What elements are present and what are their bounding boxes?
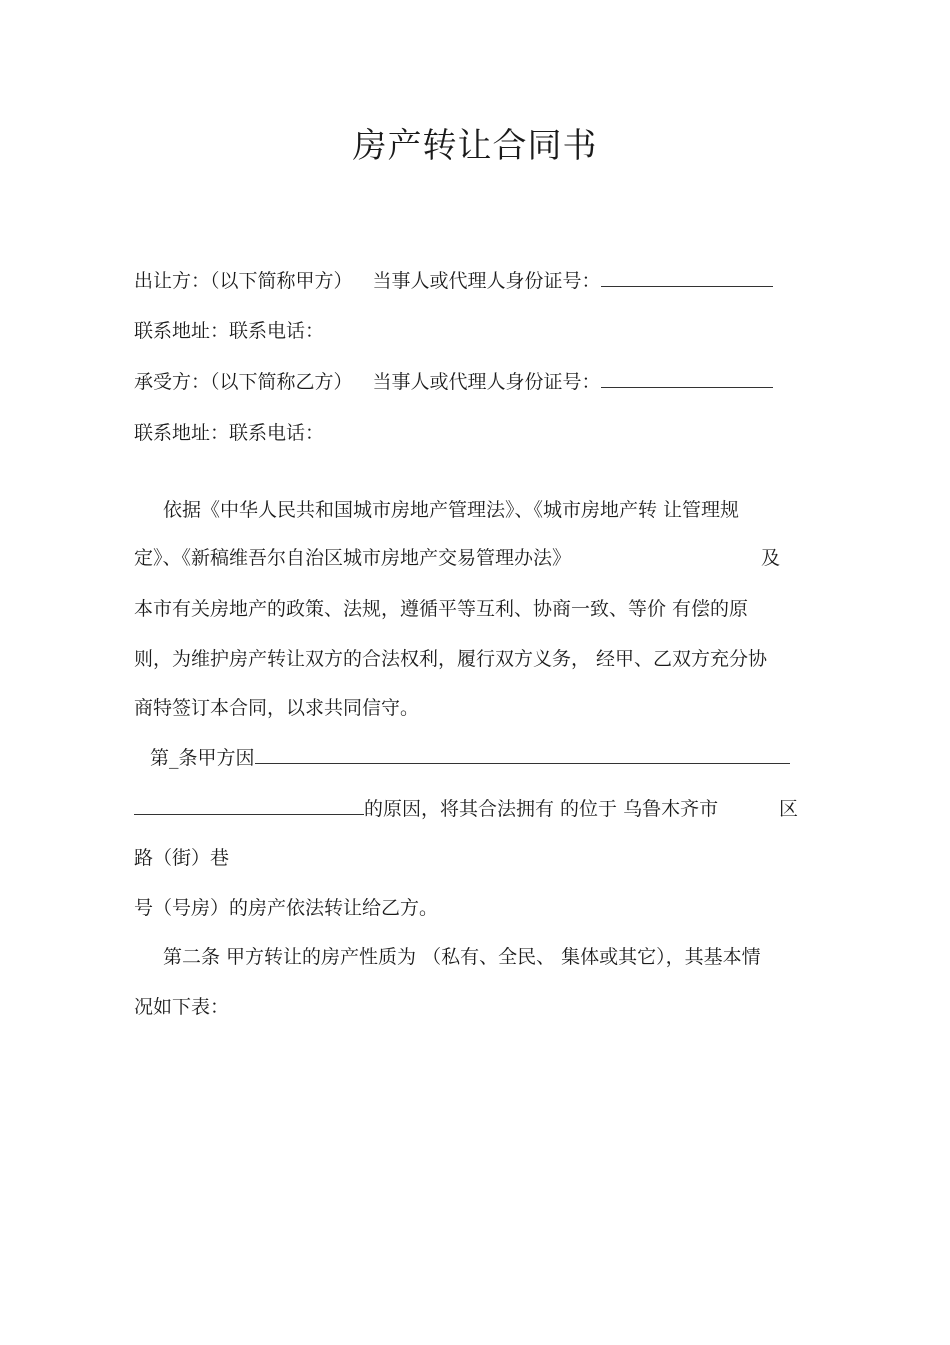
article2-line-2: 况如下表： — [134, 996, 230, 1018]
buyer-id-label: 当事人或代理人身份证号： — [372, 371, 601, 393]
preamble-line-5: 商特签订本合同，以求共同信守。 — [134, 697, 420, 719]
article1-line-4: 号（号房）的房产依法转让给乙方。 — [134, 897, 439, 919]
buyer-label: 承受方：（以下简称乙方） — [134, 371, 353, 393]
article2-line-1: 第二条 甲方转让的房产性质为 （私有、全民、 集体或其它），其基本情 — [163, 946, 761, 968]
article1-reason-blank — [255, 745, 790, 764]
preamble-line-1: 依据《中华人民共和国城市房地产管理法》、《城市房地产转 让管理规 — [163, 499, 740, 521]
seller-label: 出让方：（以下简称甲方） — [134, 270, 353, 292]
seller-contact: 联系地址：联系电话： — [134, 320, 325, 342]
article1-line-2 — [134, 796, 718, 822]
buyer-line — [134, 369, 773, 395]
buyer-contact: 联系地址：联系电话： — [134, 422, 325, 444]
seller-id-blank — [601, 268, 773, 287]
article1-line-1 — [150, 745, 790, 771]
seller-line — [134, 268, 773, 294]
preamble-line-4: 则，为维护房产转让双方的合法权利，履行双方义务， 经甲、乙双方充分协 — [134, 648, 768, 670]
article1-line-3: 路（街）巷 — [134, 847, 230, 869]
preamble-line-2: 定》、《新稿维吾尔自治区城市房地产交易管理办法》 — [134, 547, 572, 569]
article1-district: 区 — [779, 798, 799, 820]
article1-location: 的原因，将其合法拥有 的位于 乌鲁木齐市 — [364, 798, 719, 820]
document-title: 房产转让合同书 — [352, 126, 598, 166]
preamble-line-3: 本市有关房地产的政策、法规，遵循平等互利、协商一致、等价 有偿的原 — [134, 598, 749, 620]
buyer-id-blank — [601, 369, 773, 388]
article1-lead: 第_条甲方因 — [150, 747, 255, 769]
seller-id-label: 当事人或代理人身份证号： — [372, 270, 601, 292]
article1-reason-blank-2 — [134, 796, 364, 815]
preamble-line-2-end: 及 — [761, 547, 781, 569]
